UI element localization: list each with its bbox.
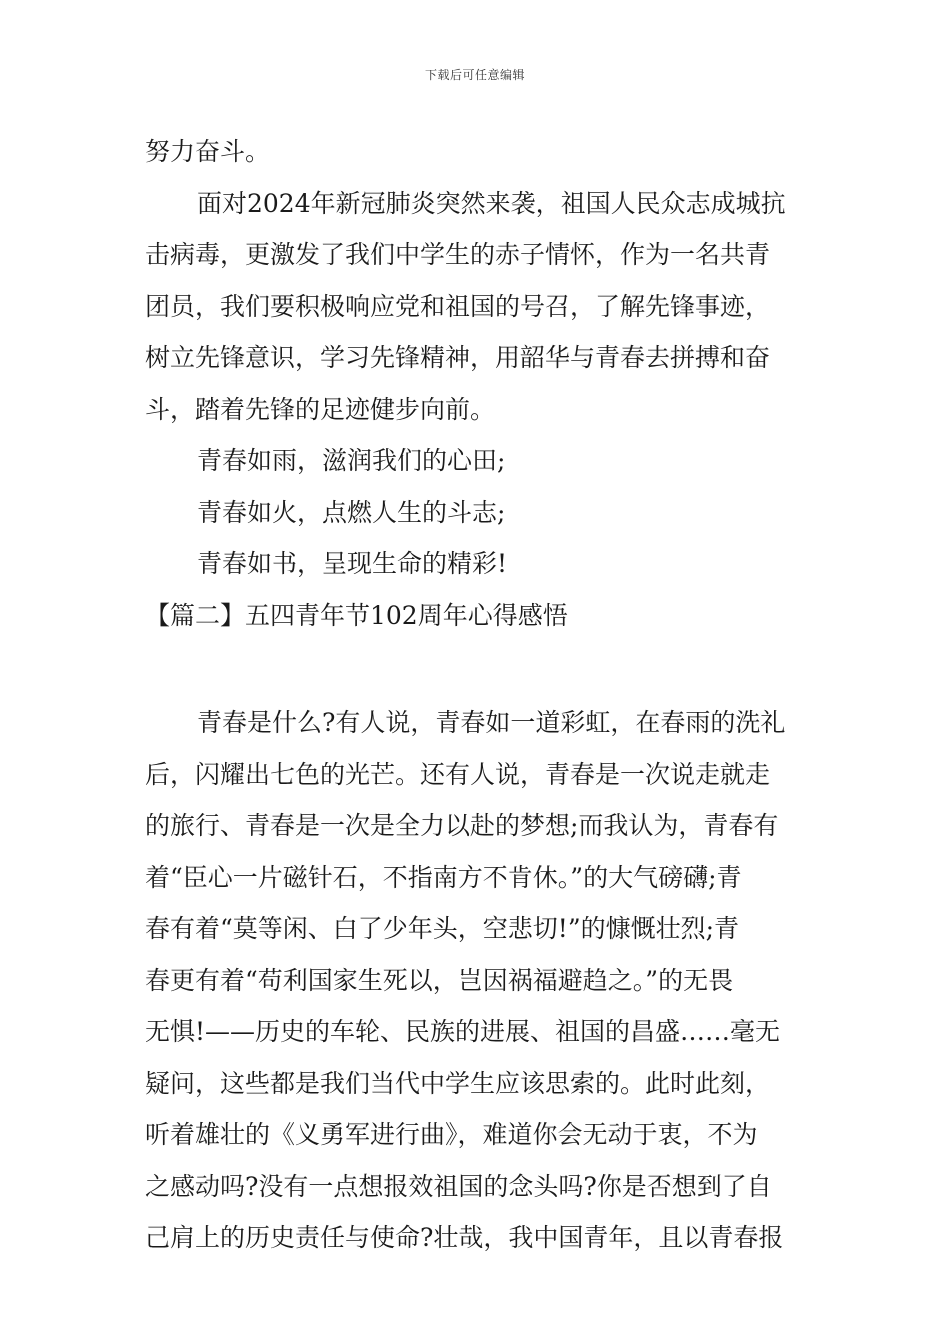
section-heading: 【篇二】五四青年节102周年心得感悟 [145, 600, 568, 630]
text-line: 青春如雨，滋润我们的心田; [197, 446, 506, 475]
text-line: 疑问，这些都是我们当代中学生应该思索的。此时此刻， [145, 1068, 771, 1098]
text-line: 斗，踏着先锋的足迹健步向前。 [145, 394, 496, 424]
text-line: 无惧!——历史的车轮、民族的进展、祖国的昌盛……毫无 [145, 1017, 781, 1046]
text-line: 青春是什么?有人说，青春如一道彩虹，在春雨的洗礼 [197, 708, 786, 737]
document-body [145, 126, 810, 1264]
text-line: 己肩上的历史责任与使命?壮哉，我中国青年，且以青春报 [145, 1223, 784, 1252]
text-line: 春更有着“苟利国家生死以，岂因祸福避趋之。”的无畏 [145, 965, 734, 995]
text-line: 团员，我们要积极响应党和祖国的号召，了解先锋事迹， [145, 291, 771, 321]
text-line: 春有着“莫等闲、白了少年头，空悲切!”的慷慨壮烈;青 [145, 914, 740, 943]
page-header: 下载后可任意编辑 [424, 68, 525, 82]
text-line: 的旅行、青春是一次是全力以赴的梦想;而我认为，青春有 [145, 811, 779, 840]
paragraph-gap [145, 641, 810, 697]
text-line: 击病毒，更激发了我们中学生的赤子情怀，作为一名共青 [145, 240, 771, 269]
text-line: 青春如书，呈现生命的精彩! [197, 549, 508, 578]
text-line: 后，闪耀出七色的光芒。还有人说，青春是一次说走就走 [145, 759, 771, 789]
text-line: 青春如火，点燃人生的斗志; [197, 497, 506, 527]
text-line: 着“臣心一片磁针石，不指南方不肯休。”的大气磅礴;青 [145, 862, 742, 892]
text-line: 努力奋斗。 [145, 137, 271, 166]
text-line: 树立先锋意识，学习先锋精神，用韶华与青春去拼搏和奋 [145, 343, 771, 372]
text-line: 面对2024年新冠肺炎突然来袭，祖国人民众志成城抗 [197, 188, 786, 218]
text-line: 之感动吗?没有一点想报效祖国的念头吗?你是否想到了自 [145, 1171, 772, 1201]
text-line: 听着雄壮的《义勇军进行曲》，难道你会无动于衷，不为 [145, 1120, 758, 1149]
